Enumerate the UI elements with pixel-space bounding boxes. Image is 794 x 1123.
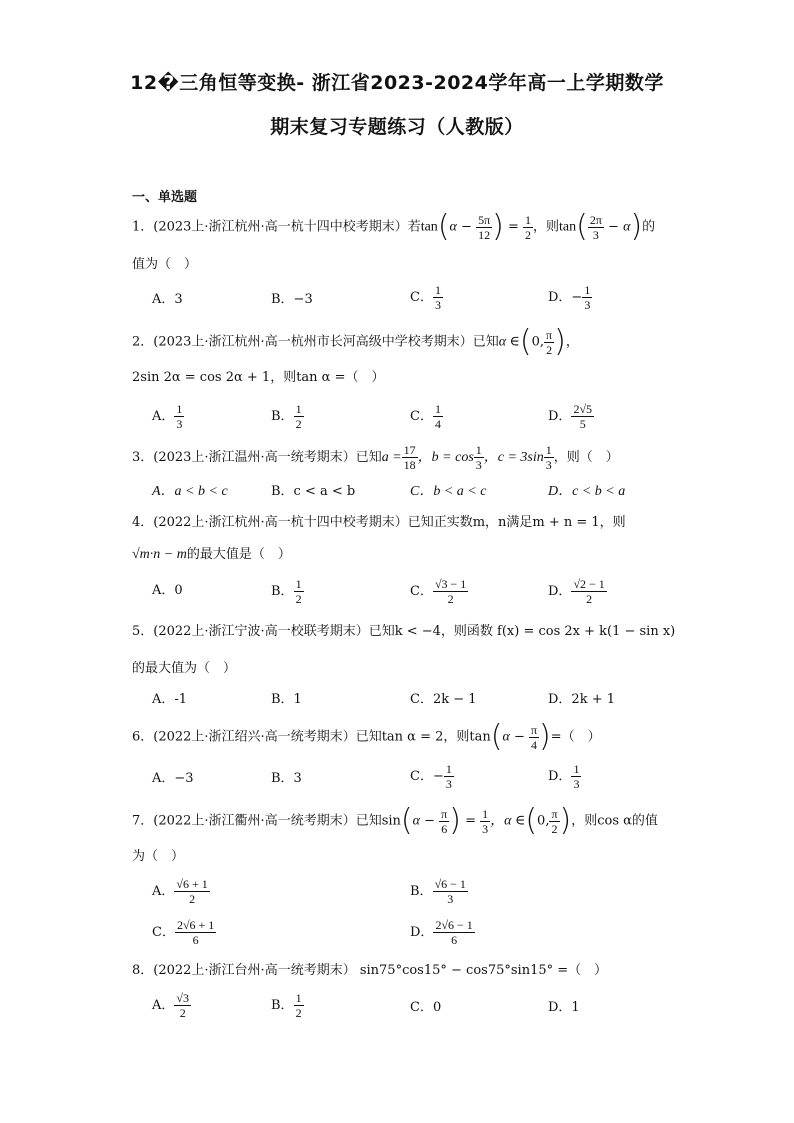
q7-option-c: C． $\frac{2√6 + 1}{6}$ <box>152 918 215 947</box>
q2-option-c: C． $\frac{1}{4}$ <box>410 402 441 431</box>
q1-option-a: A．3 <box>152 292 183 307</box>
q1-option-d: D．− $\frac{1}{3}$ <box>548 283 591 312</box>
q7-option-a: A． $\frac{√6 + 1}{2}$ <box>152 877 208 906</box>
question-4-line-2: √m·n − m的最大值是（ ） <box>132 547 291 562</box>
q3-option-d: D．c < b < a <box>548 484 626 499</box>
q4-option-a: A．0 <box>152 583 183 598</box>
q4-option-b: B． $\frac{1}{2}$ <box>271 577 302 606</box>
q5-option-c: C．2k − 1 <box>410 692 477 707</box>
q4-option-c: C． $\frac{√3 - 1}{2}$ <box>410 577 467 606</box>
q8-option-a: A． $\frac{√3}{2}$ <box>152 991 189 1020</box>
question-7-line-2: 为（ ） <box>132 849 185 864</box>
q3-option-c: C．b < a < c <box>410 484 487 499</box>
q4-option-d: D． $\frac{√2 - 1}{2}$ <box>548 577 605 606</box>
question-5-line-2: 的最大值为（ ） <box>132 661 237 676</box>
document-title-line-1: 12�三角恒等变换- 浙江省2023-2024学年高一上学期数学 <box>130 72 664 94</box>
q5-option-d: D．2k + 1 <box>548 692 615 707</box>
q6-option-d: D． $\frac{1}{3}$ <box>548 762 580 791</box>
q8-option-d: D．1 <box>548 1000 580 1015</box>
q5-option-b: B．1 <box>271 692 302 707</box>
question-2-line-2: 2sin 2α = cos 2α + 1，则tan α =（ ） <box>132 370 385 385</box>
q8-option-b: B． $\frac{1}{2}$ <box>271 991 302 1020</box>
question-1-line-2: 值为（ ） <box>132 257 198 272</box>
q8-option-c: C．0 <box>410 1000 442 1015</box>
question-3: 3．(2023上·浙江温州·高一统考期末）已知a = $\frac{17}{18}$ ，b = cos $\frac{1}{3}$ ，c = 3sin $\frac{1}{3}$ ，则（ ） <box>132 443 619 472</box>
q1-option-c: C． $\frac{1}{3}$ <box>410 283 441 312</box>
question-2: 2．(2023上·浙江杭州·高一杭州市长河高级中学校考期末）已知α ∈(0, $\frac{\pi}{2}$ )， <box>132 324 579 359</box>
q3-option-a: A．a < b < c <box>152 484 228 499</box>
section-heading: 一、单选题 <box>132 190 198 205</box>
q2-option-d: D． $\frac{2√5}{5}$ <box>548 402 593 431</box>
question-4: 4．(2022上·浙江杭州·高一杭十四中校考期末）已知正实数m，n满足m + n = 1，则 <box>132 515 626 530</box>
fraction: $\frac{2\pi}{3}$ <box>589 212 602 242</box>
q6-option-a: A．−3 <box>152 771 194 786</box>
document-title-line-2: 期末复习专题练习（人教版） <box>270 116 524 138</box>
q3-option-b: B．c < a < b <box>271 484 356 499</box>
q6-option-c: C．− $\frac{1}{3}$ <box>410 762 452 791</box>
fraction: $\frac{1}{2}$ <box>525 212 532 242</box>
q2-option-b: B． $\frac{1}{2}$ <box>271 402 302 431</box>
question-7: 7．(2022上·浙江衢州·高一统考期末）已知sin(α − $\frac{\pi}{6}$ ) = $\frac{1}{3}$ ，α ∈(0, $\frac{\pi}{2}$ )，则cos α的值 <box>132 803 658 838</box>
q6-option-b: B．3 <box>271 771 302 786</box>
q7-option-b: B． $\frac{√6 - 1}{3}$ <box>410 877 466 906</box>
q7-option-d: D． $\frac{2√6 - 1}{6}$ <box>410 918 473 947</box>
q1-option-b: B．−3 <box>271 292 313 307</box>
question-6: 6．(2022上·浙江绍兴·高一统考期末）已知tan α = 2，则tan(α − $\frac{\pi}{4}$ )=（ ） <box>132 719 601 754</box>
question-8: 8．(2022上·浙江台州·高一统考期末） sin75°cos15° − cos75°sin15° =（ ） <box>132 963 608 978</box>
question-5: 5．(2022上·浙江宁波·高一校联考期末）已知k < −4，则函数 f(x) = cos 2x + k(1 − sin x) <box>132 624 676 639</box>
q2-option-a: A． $\frac{1}{3}$ <box>152 402 183 431</box>
q5-option-a: A．-1 <box>152 692 188 707</box>
fraction: $\frac{5\pi}{12}$ <box>478 212 491 242</box>
question-1: 1．(2023上·浙江杭州·高一杭十四中校考期末）若tan(α − $\frac{5\pi}{12}$ ) = $\frac{1}{2}$ ，则tan( $\frac{2\pi}{3}$ − α)的 <box>132 209 656 244</box>
